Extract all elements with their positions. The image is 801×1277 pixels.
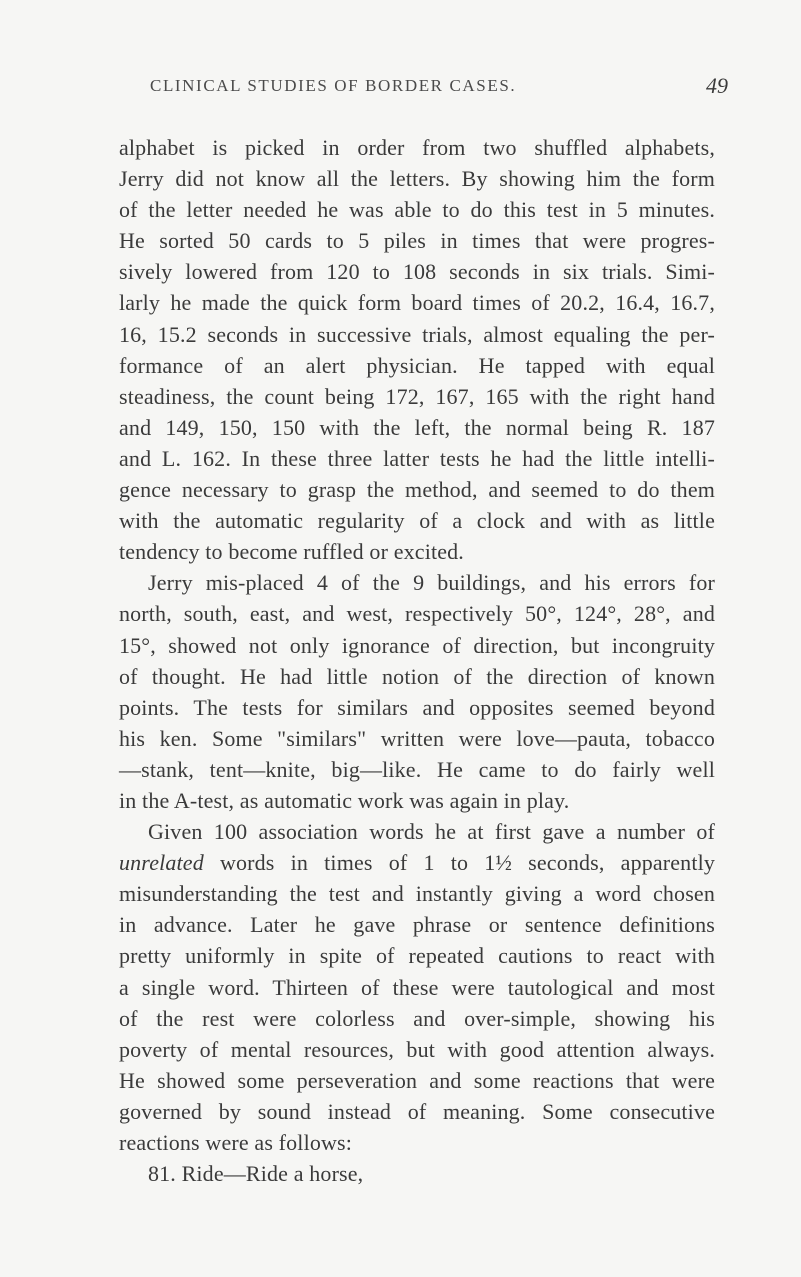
text-line: Given 100 association words he at first gave a number of: [148, 819, 715, 845]
text-line: steadiness, the count being 172, 167, 165 with the right hand: [119, 383, 715, 409]
body-text: [119, 132, 715, 1189]
text-line: points. The tests for similars and opposites seemed beyond: [119, 694, 715, 720]
text-line: pretty uniformly in spite of repeated cautions to react with: [119, 943, 715, 969]
running-header: [150, 76, 710, 96]
page-number: 49: [706, 73, 728, 98]
text-line: reactions were as follows:: [119, 1130, 352, 1155]
text-line: He sorted 50 cards to 5 piles in times that were progres-: [119, 228, 715, 254]
text-line: tendency to become ruffled or excited.: [119, 539, 464, 565]
text-line: his ken. Some "similars" written were love—pauta, tobacco: [119, 725, 715, 751]
running-title: CLINICAL STUDIES OF BORDER CASES.: [150, 76, 517, 95]
text-line: sively lowered from 120 to 108 seconds in six trials. Simi-: [119, 259, 715, 285]
text-line: north, south, east, and west, respectively 50°, 124°, 28°, and: [119, 601, 715, 627]
text-line: and L. 162. In these three latter tests he had the little intelli-: [119, 445, 715, 471]
text-line: of thought. He had little notion of the direction of known: [119, 663, 715, 689]
text-line: 81. Ride—Ride a horse,: [148, 1161, 364, 1187]
text-line: 15°, showed not only ignorance of direction, but incongruity: [119, 632, 715, 658]
emphasis-word: unrelated: [119, 850, 204, 876]
text-line: alphabet is picked in order from two shuffled alphabets,: [119, 135, 715, 160]
text-line: and 149, 150, 150 with the left, the normal being R. 187: [119, 414, 715, 440]
text-line: 16, 15.2 seconds in successive trials, almost equaling the per-: [119, 321, 715, 347]
text-line: with the automatic regularity of a clock and with as little: [119, 508, 715, 534]
text-line: of the rest were colorless and over-simple, showing his: [119, 1005, 715, 1031]
text-line: Jerry did not know all the letters. By showing him the form: [119, 166, 715, 192]
text-line: in the A-test, as automatic work was again in play.: [119, 787, 570, 813]
text-line: a single word. Thirteen of these were tautological and most: [119, 974, 715, 1000]
text-line: misunderstanding the test and instantly giving a word chosen: [119, 881, 715, 907]
text-line: larly he made the quick form board times of 20.2, 16.4, 16.7,: [119, 290, 715, 316]
text-line: unrelated words in times of 1 to 1½ seconds, apparently: [119, 850, 715, 876]
text-line: governed by sound instead of meaning. Some consecutive: [119, 1098, 715, 1124]
text-line: —stank, tent—knite, big—like. He came to do fairly well: [119, 756, 715, 782]
text-line: Jerry mis-placed 4 of the 9 buildings, and his errors for: [148, 570, 715, 596]
text-line: He showed some perseveration and some reactions that were: [119, 1067, 715, 1093]
text-line: formance of an alert physician. He tapped with equal: [119, 352, 715, 378]
text-line: of the letter needed he was able to do this test in 5 minutes.: [119, 197, 715, 223]
text-line: in advance. Later he gave phrase or sentence definitions: [119, 912, 715, 938]
text-line: gence necessary to grasp the method, and seemed to do them: [119, 477, 715, 503]
text-line: poverty of mental resources, but with good attention always.: [119, 1036, 715, 1062]
